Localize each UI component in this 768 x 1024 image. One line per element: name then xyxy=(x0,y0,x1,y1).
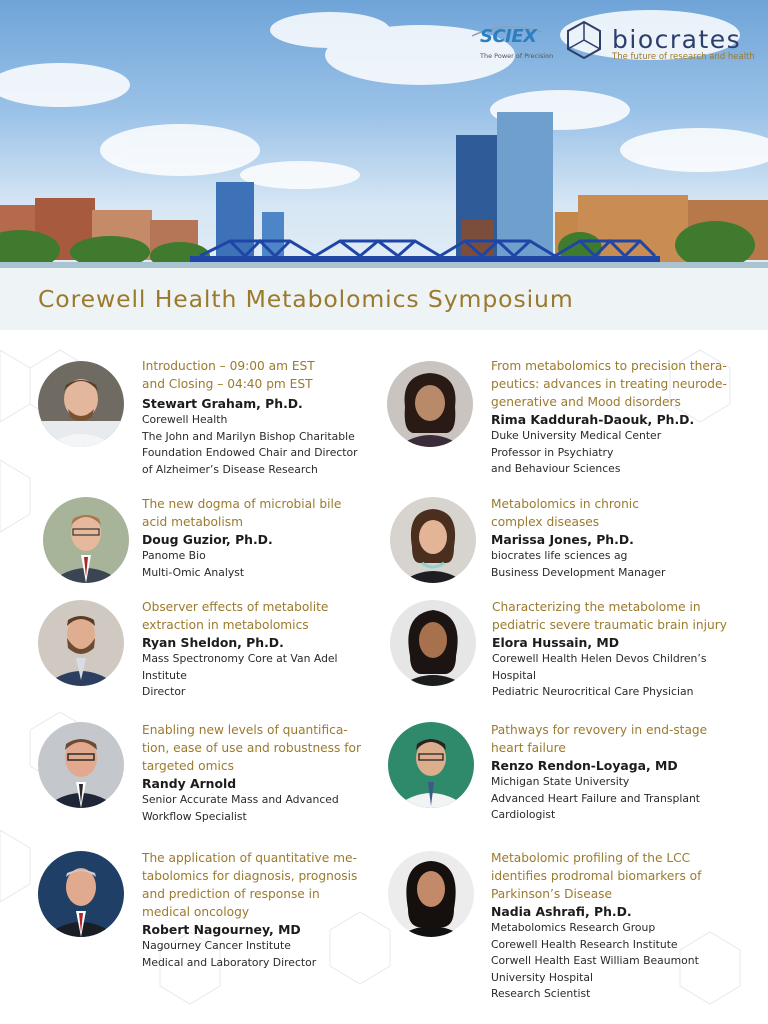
biocrates-tagline: The future of research and health xyxy=(612,52,755,62)
speaker-affiliation: Metabolomics Research Group Corewell Health Research Institute Corwell Health East William Beaumont University Hospital Research Scientist xyxy=(491,921,699,1000)
speaker-name: Stewart Graham, Ph.D. xyxy=(142,396,303,411)
speaker-affiliation: Panome Bio Multi-Omic Analyst xyxy=(142,549,245,579)
speaker-affiliation: biocrates life sciences ag Business Development Manager xyxy=(491,549,666,579)
speaker-name: Doug Guzior, Ph.D. xyxy=(142,532,273,547)
speaker-affiliation: Senior Accurate Mass and Advanced Workflow Specialist xyxy=(142,793,339,823)
speaker-photo xyxy=(38,600,124,686)
speaker-name: Robert Nagourney, MD xyxy=(142,922,301,937)
speaker-name: Marissa Jones, Ph.D. xyxy=(491,532,634,547)
speaker-photo xyxy=(390,600,476,686)
speaker-name: Rima Kaddurah-Daouk, Ph.D. xyxy=(491,412,695,427)
speaker-name: Nadia Ashrafi, Ph.D. xyxy=(491,904,632,919)
speaker-photo xyxy=(38,361,124,447)
talk-title: The application of quantitative me- tabolomics for diagnosis, prognosis and prediction of response in medical oncology xyxy=(142,851,358,919)
speaker-name: Renzo Rendon-Loyaga, MD xyxy=(491,758,678,773)
talk-title: From metabolomics to precision thera- peutics: advances in treating neurode- generative and Mood disorders xyxy=(491,359,727,409)
talk-title: Metabolomics in chronic complex diseases xyxy=(491,497,639,529)
speaker-affiliation: Duke University Medical Center Professor in Psychiatry and Behaviour Sciences xyxy=(491,429,662,475)
talk-title: Pathways for revovery in end-stage heart failure xyxy=(491,723,708,755)
biocrates-logo: biocrates xyxy=(612,25,742,54)
speaker-name: Ryan Sheldon, Ph.D. xyxy=(142,635,284,650)
speaker-photo xyxy=(387,361,473,447)
speaker-photo xyxy=(43,497,129,583)
sciex-logo: SCIEX xyxy=(480,26,537,47)
speaker-photo xyxy=(388,851,474,937)
speaker-photo xyxy=(38,851,124,937)
talk-title: Metabolomic profiling of the LCC identifies prodromal biomarkers of Parkinson’s Disease xyxy=(491,851,702,901)
talk-title: Enabling new levels of quantifica- tion, ease of use and robustness for targeted omics xyxy=(142,723,361,773)
speaker-photo xyxy=(38,722,124,808)
talk-title: Observer effects of metabolite extraction in metabolomics xyxy=(142,600,329,632)
sciex-tagline: The Power of Precision xyxy=(480,52,554,60)
speaker-name: Elora Hussain, MD xyxy=(492,635,620,650)
speaker-name: Randy Arnold xyxy=(142,776,237,791)
speaker-affiliation: Corewell Health Helen Devos Children’s Hospital Pediatric Neurocritical Care Physician xyxy=(492,652,707,698)
speaker-photo xyxy=(388,722,474,808)
speaker-affiliation: Nagourney Cancer Institute Medical and Laboratory Director xyxy=(142,939,317,969)
talk-title: Introduction – 09:00 am EST and Closing – 04:40 pm EST xyxy=(142,359,315,391)
speaker-affiliation: Mass Spectronomy Core at Van Adel Institute Director xyxy=(142,652,338,698)
speaker-photo xyxy=(390,497,476,583)
page-title: Corewell Health Metabolomics Symposium xyxy=(38,285,574,313)
talk-title: Characterizing the metabolome in pediatric severe traumatic brain injury xyxy=(492,600,727,632)
speaker-affiliation: Michigan State University Advanced Heart Failure and Transplant Cardiologist xyxy=(491,775,701,821)
talk-title: The new dogma of microbial bile acid metabolism xyxy=(142,497,342,529)
speaker-affiliation: Corewell Health The John and Marilyn Bishop Charitable Foundation Endowed Chair and Director of Alzheimer’s Disease Research xyxy=(142,413,358,476)
